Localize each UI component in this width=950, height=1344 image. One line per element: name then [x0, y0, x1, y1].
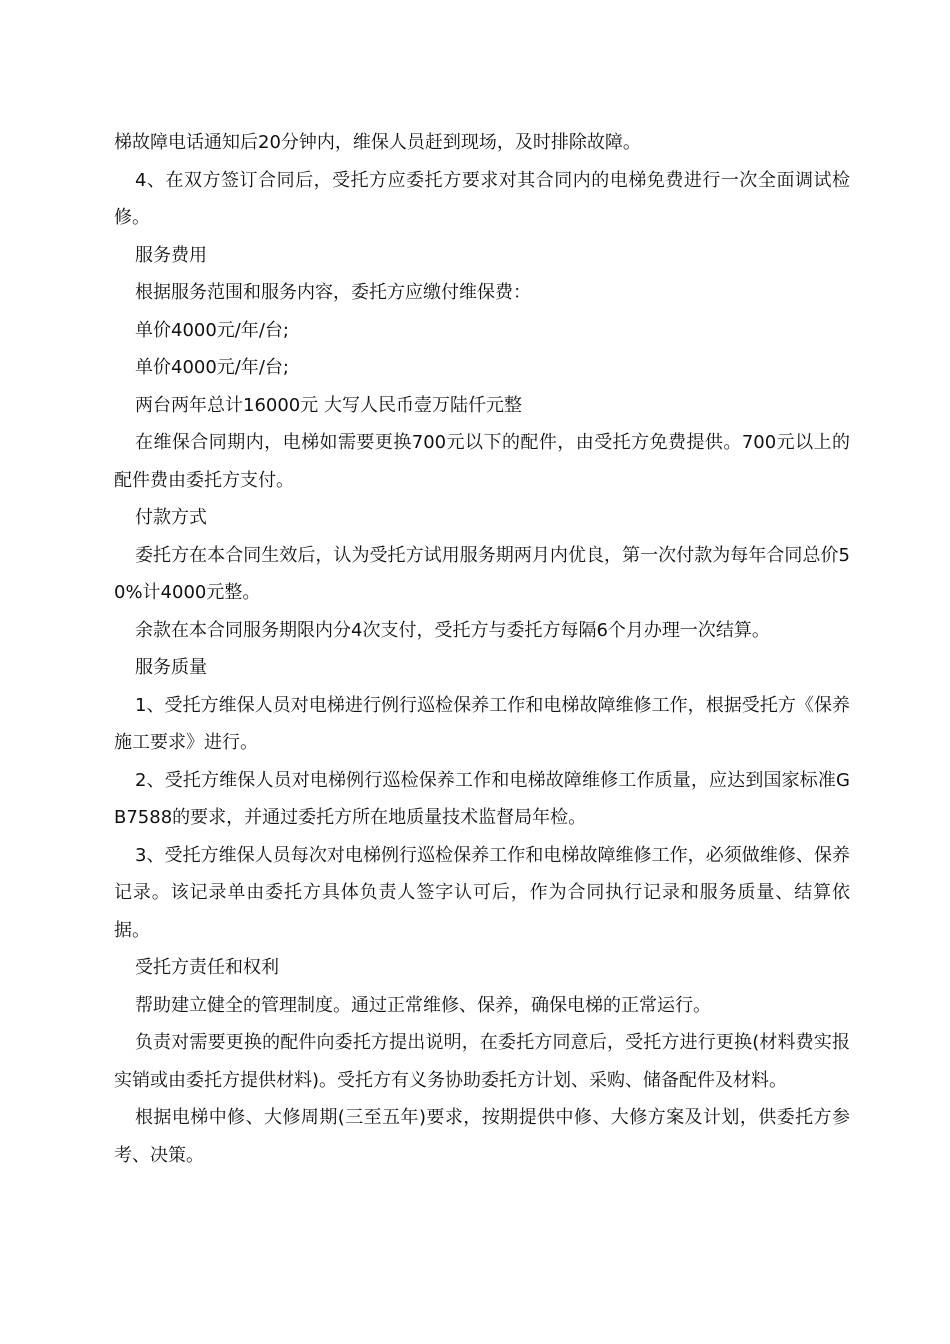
paragraph-first-payment: 委托方在本合同生效后，认为受托方试用服务期两月内优良，第一次付款为每年合同总价50%计4000元整。 [114, 544, 850, 603]
paragraph-management-system: 帮助建立健全的管理制度。通过正常维修、保养，确保电梯的正常运行。 [135, 994, 711, 1016]
paragraph-quality-3: 3、受托方维保人员每次对电梯例行巡检保养工作和电梯故障维修工作，必须做维修、保养记录。该记录单由委托方具体负责人签字认可后，作为合同执行记录和服务质量、结算依据。 [114, 844, 850, 941]
paragraph-unit-price-1: 单价4000元/年/台; [135, 319, 290, 341]
paragraph-quality-2: 2、受托方维保人员对电梯例行巡检保养工作和电梯故障维修工作质量，应达到国家标准GB7588的要求，并通过委托方所在地质量技术监督局年检。 [114, 769, 850, 828]
paragraph-total-price: 两台两年总计16000元 大写人民币壹万陆仟元整 [135, 394, 522, 416]
section-heading-payment-method: 付款方式 [135, 507, 207, 528]
section-heading-service-quality: 服务质量 [135, 657, 207, 678]
paragraph-parts-cost: 在维保合同期内，电梯如需要更换700元以下的配件，由受托方免费提供。700元以上的配件费由委托方支付。 [114, 432, 850, 491]
section-heading-service-fee: 服务费用 [135, 244, 207, 266]
document-body [114, 124, 850, 1174]
paragraph-overhaul-plan: 根据电梯中修、大修周期(三至五年)要求，按期提供中修、大修方案及计划，供委托方参考、决策。 [114, 1107, 850, 1166]
paragraph-fee-intro: 根据服务范围和服务内容，委托方应缴付维保费： [135, 282, 531, 303]
paragraph-fault-response: 梯故障电话通知后20分钟内，维保人员赶到现场，及时排除故障。 [114, 132, 641, 153]
paragraph-parts-replacement: 负责对需要更换的配件向委托方提出说明，在委托方同意后，受托方进行更换(材料费实报实销或由委托方提供材料)。受托方有义务协助委托方计划、采购、储备配件及材料。 [114, 1032, 850, 1091]
paragraph-quality-1: 1、受托方维保人员对电梯进行例行巡检保养工作和电梯故障维修工作，根据受托方《保养施工要求》进行。 [114, 694, 850, 753]
paragraph-unit-price-2: 单价4000元/年/台; [135, 357, 290, 378]
paragraph-clause-4: 4、在双方签订合同后，受托方应委托方要求对其合同内的电梯免费进行一次全面调试检修。 [114, 169, 850, 228]
section-heading-responsibilities: 受托方责任和权利 [135, 957, 279, 978]
paragraph-remaining-payment: 余款在本合同服务期限内分4次支付，受托方与委托方每隔6个月办理一次结算。 [135, 619, 770, 641]
